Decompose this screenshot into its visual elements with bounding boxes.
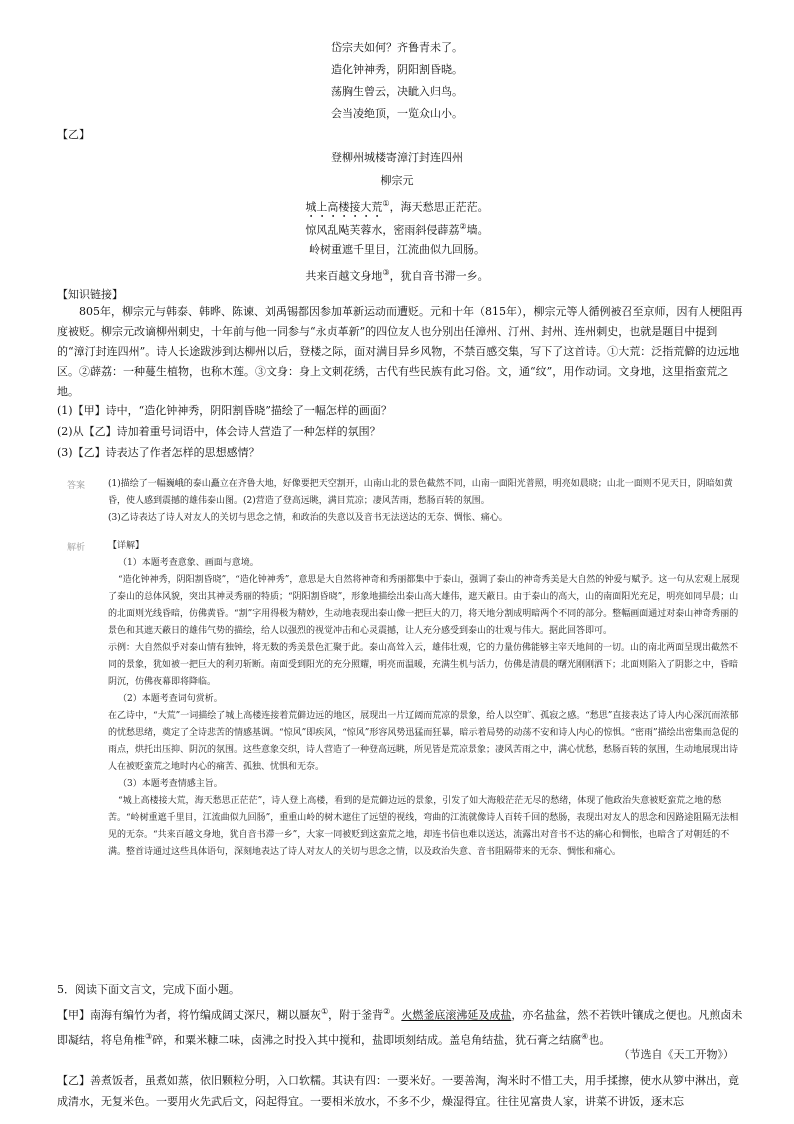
poem1-line-3: 荡胸生曾云，决眦入归鸟。 (331, 85, 463, 98)
jia-part-2: ，附于釜背 (328, 1008, 384, 1022)
jia-part-5: 碎，和粟米糠二味，卤沸之时投入其中搅和，盐即顷刻结成。盖皂角结盐，犹石膏之结腐 (152, 1033, 582, 1047)
analysis-detail-heading: 【详解】 (108, 541, 145, 551)
analysis-q3-heading: （3）本题考查情感主旨。 (118, 779, 223, 789)
yi-label: 【乙】 (57, 128, 90, 141)
footnote-mark: ① (382, 199, 390, 208)
poem2-line-2-text-b: 墙。 (466, 223, 489, 237)
section5-heading: 5．阅读下面文言文，完成下面小题。 (57, 983, 240, 996)
jia-part-6: 也。 (588, 1033, 611, 1047)
poem2-line-1-text-b: ，海天愁思正茫茫。 (389, 200, 489, 214)
section5-jia-text (57, 1001, 743, 1050)
poem2-line-1 (0, 196, 794, 221)
analysis-example: 示例：大自然似乎对泰山情有独钟，将无数的秀美景色汇聚于此。泰山高耸入云，雄伟壮观，它的力量仿佛能够主宰天地间的一切。山的南北两面呈现出截然不同的景象，犹如被一把巨大的利刃斩断。南面受到阳光的充分照耀，明亮而温暖，充满生机与活力，仿佛是清晨的曙光刚刚洒下；北面则陷入了阴影之中，昏暗阴沉，仿佛夜幕即将降临。 (108, 643, 739, 687)
footnote-mark: ② (459, 222, 467, 231)
answer-block (108, 476, 744, 527)
question-1: (1)【甲】诗中，“造化钟神秀，阴阳割昏晓”描绘了一幅怎样的画面？ (57, 404, 392, 417)
footnote-mark: ③ (145, 1031, 153, 1041)
answer-label: 答案 (67, 481, 86, 491)
analysis-q1-heading: （1）本题考查意象、画面与意境。 (118, 558, 259, 568)
poem1-line-4: 会当凌绝顶，一览众山小。 (331, 107, 463, 120)
footnote-mark: ① (321, 1007, 329, 1016)
question-2: (2)从【乙】诗加着重号词语中，体会诗人营造了一种怎样的氛围？ (57, 425, 381, 438)
jia-underlined: 火燃釜底滚沸延及成盐 (401, 1008, 512, 1022)
footnote-mark: ③ (382, 268, 390, 277)
answer-line-2: (3)乙诗表达了诗人对友人的关切与思念之情，和政治的失意以及音书无法送达的无奈、惆怅、痛心。 (108, 513, 508, 523)
jia-part-4: ，亦名盐盆，然不若铁叶镶成之便也。凡煎卤未即凝结，将皂角椎 (57, 1008, 743, 1047)
footnote-mark: ② (383, 1007, 391, 1016)
analysis-q2-text: 在乙诗中，“大荒”一词描绘了城上高楼连接着荒僻边远的地区，展现出一片辽阔而荒凉的景象，给人以空旷、孤寂之感。“愁思”直接表达了诗人内心深沉而浓郁的忧愁思绪，奠定了全诗悲苦的情感基调。“惊风”即疾风，“惊风”形容风势迅猛而狂暴，暗示着局势的动荡不安和诗人内心的惊惧。“密雨”描绘出密集而急促的雨点，烘托出压抑、阴沉的氛围。这些意象交织，诗人营造了一种登高远眺，所见皆是荒凉景象；凄风苦雨之中，满心忧愁，愁肠百转的氛围，生动地展现出诗人在被贬蛮荒之地时内心的痛苦、孤独、忧惧和无奈。 (108, 711, 739, 772)
poem2-title: 登柳州城楼寄漳汀封连四州 (331, 151, 463, 164)
question-3: (3)【乙】诗表达了作者怎样的思想感情？ (57, 446, 260, 459)
poem2-line-3 (0, 242, 794, 257)
analysis-q1-text: “造化钟神秀，阴阳割昏晓”，“造化钟神秀”，意思是大自然将神奇和秀丽都集中于泰山，强调了泰山的神奇秀美是大自然的钟爱与赋予。这一句从宏观上展现了泰山的总体风貌，突出其神灵秀丽的特质；“阴阳割昏晓”，形象地描绘出泰山高大雄伟，遮天蔽日。由于泰山的高大，山的南面阳光充足，明亮如同早晨；山的北面则光线昏暗，仿佛黄昏。“割”字用得极为精妙，生动地表现出泰山像一把巨大的刀，将天地分割成明暗两个不同的部分。整幅画面通过对泰山神奇秀丽的景色和其遮天蔽日的雄伟气势的描绘，给人以强烈的视觉冲击和心灵震撼，让人充分感受到泰山的壮观与伟大。据此回答即可。 (108, 575, 740, 636)
jia-part-3: 。 (390, 1008, 402, 1022)
answer-line-1: (1)描绘了一幅巍峨的泰山矗立在齐鲁大地，好像要把天空割开，山南山北的景色截然不同，山南一面阳光普照，明亮如晨晓；山北一面则不见天日，阴暗如黄昏，使人感到震撼的雄伟泰山图。(2)营造了登高远眺，满目荒凉；凄风苦雨，愁肠百转的氛围。 (108, 479, 733, 506)
footnote-mark: ④ (581, 1031, 589, 1041)
knowledge-text: 805年，柳宗元与韩泰、韩晔、陈谏、刘禹锡都因参加革新运动而遭贬。元和十年（815年），柳宗元等人循例被召至京师，因有人梗阻再度被贬。柳宗元改谪柳州刺史，十年前与他一同参与“永贞革新”的四位友人也分别出任漳州、汀州、封州、连州刺史，也就是题目中提到的“漳汀封连四州”。诗人长途跋涉到达柳州以后，登楼之际，面对满目异乡风物，不禁百感交集，写下了这首诗。①大荒：泛指荒僻的边远地区。②薜荔：一种蔓生植物，也称木莲。③文身：身上文刺花绣，古代有些民族有此习俗。文，通“纹”，用作动词。文身地，这里指蛮荒之地。 (57, 305, 743, 398)
section5-yi-text: 【乙】善煮饭者，虽煮如蒸，依旧颗粒分明，入口软糯。其诀有四：一要米好。一要善淘，淘米时不惜工夫，用手揉擦，使水从箩中淋出，竟成清水，无复米色。一要用火先武后文，闷起得宜。一要相米放水，不多不少，燥湿得宜。往往见富贵人家，讲菜不讲饭，逐末忘 (57, 1074, 739, 1108)
poem2-line-2-text-a: 惊风乱飐芙蓉水，密雨斜侵薜荔 (305, 223, 460, 237)
analysis-label: 解析 (67, 543, 86, 553)
poem2-line-4-text-b: ，犹自音书滞一乡。 (389, 269, 489, 283)
poem2-line-2 (0, 219, 794, 238)
section5-source: （节选自《天工开物》） (618, 1048, 734, 1061)
poem1-line-2: 造化钟神秀，阴阳割昏晓。 (331, 63, 463, 76)
poem2-line-4-text-a: 共来百越文身地 (305, 269, 383, 283)
knowledge-label: 【知识链接】 (57, 288, 123, 301)
poem2-author: 柳宗元 (380, 174, 414, 187)
poem1-line-1: 岱宗夫如何？齐鲁青未了。 (331, 41, 463, 54)
poem2-line-4 (0, 265, 794, 284)
poem2-line-1-text-a: 城上高楼接大荒 (305, 200, 383, 214)
analysis-q3-text: “城上高楼接大荒，海天愁思正茫茫”，诗人登上高楼，看到的是荒僻边远的景象，引发了如大海般茫茫无尽的愁绪，体现了他政治失意被贬蛮荒之地的愁苦。“岭树重遮千里目，江流曲似九回肠”，重重山岭的树木遮住了远望的视线，弯曲的江流就像诗人百转千回的愁肠，表现出对友人的思念和因路途阻隔无法相见的无奈。“共来百越文身地，犹自音书滞一乡”，大家一同被贬到这蛮荒之地，却连书信也难以送达，流露出对音书不达的痛心和惆怅，也暗含了对朝廷的不满。整首诗通过这些具体语句，深刻地表达了诗人对友人的关切与思念之情，以及政治失意、音书阻隔带来的无奈、惆怅和痛心。 (108, 796, 739, 857)
jia-part-1: 【甲】南海有编竹为者，将竹编成阔丈深尺，糊以蜃灰 (57, 1008, 321, 1022)
analysis-q2-heading: （2）本题考查词句赏析。 (118, 694, 223, 704)
analysis-block (108, 538, 744, 861)
poem2-line-3-text-a: 岭树重遮千里目，江流曲似九回肠。 (309, 243, 485, 256)
